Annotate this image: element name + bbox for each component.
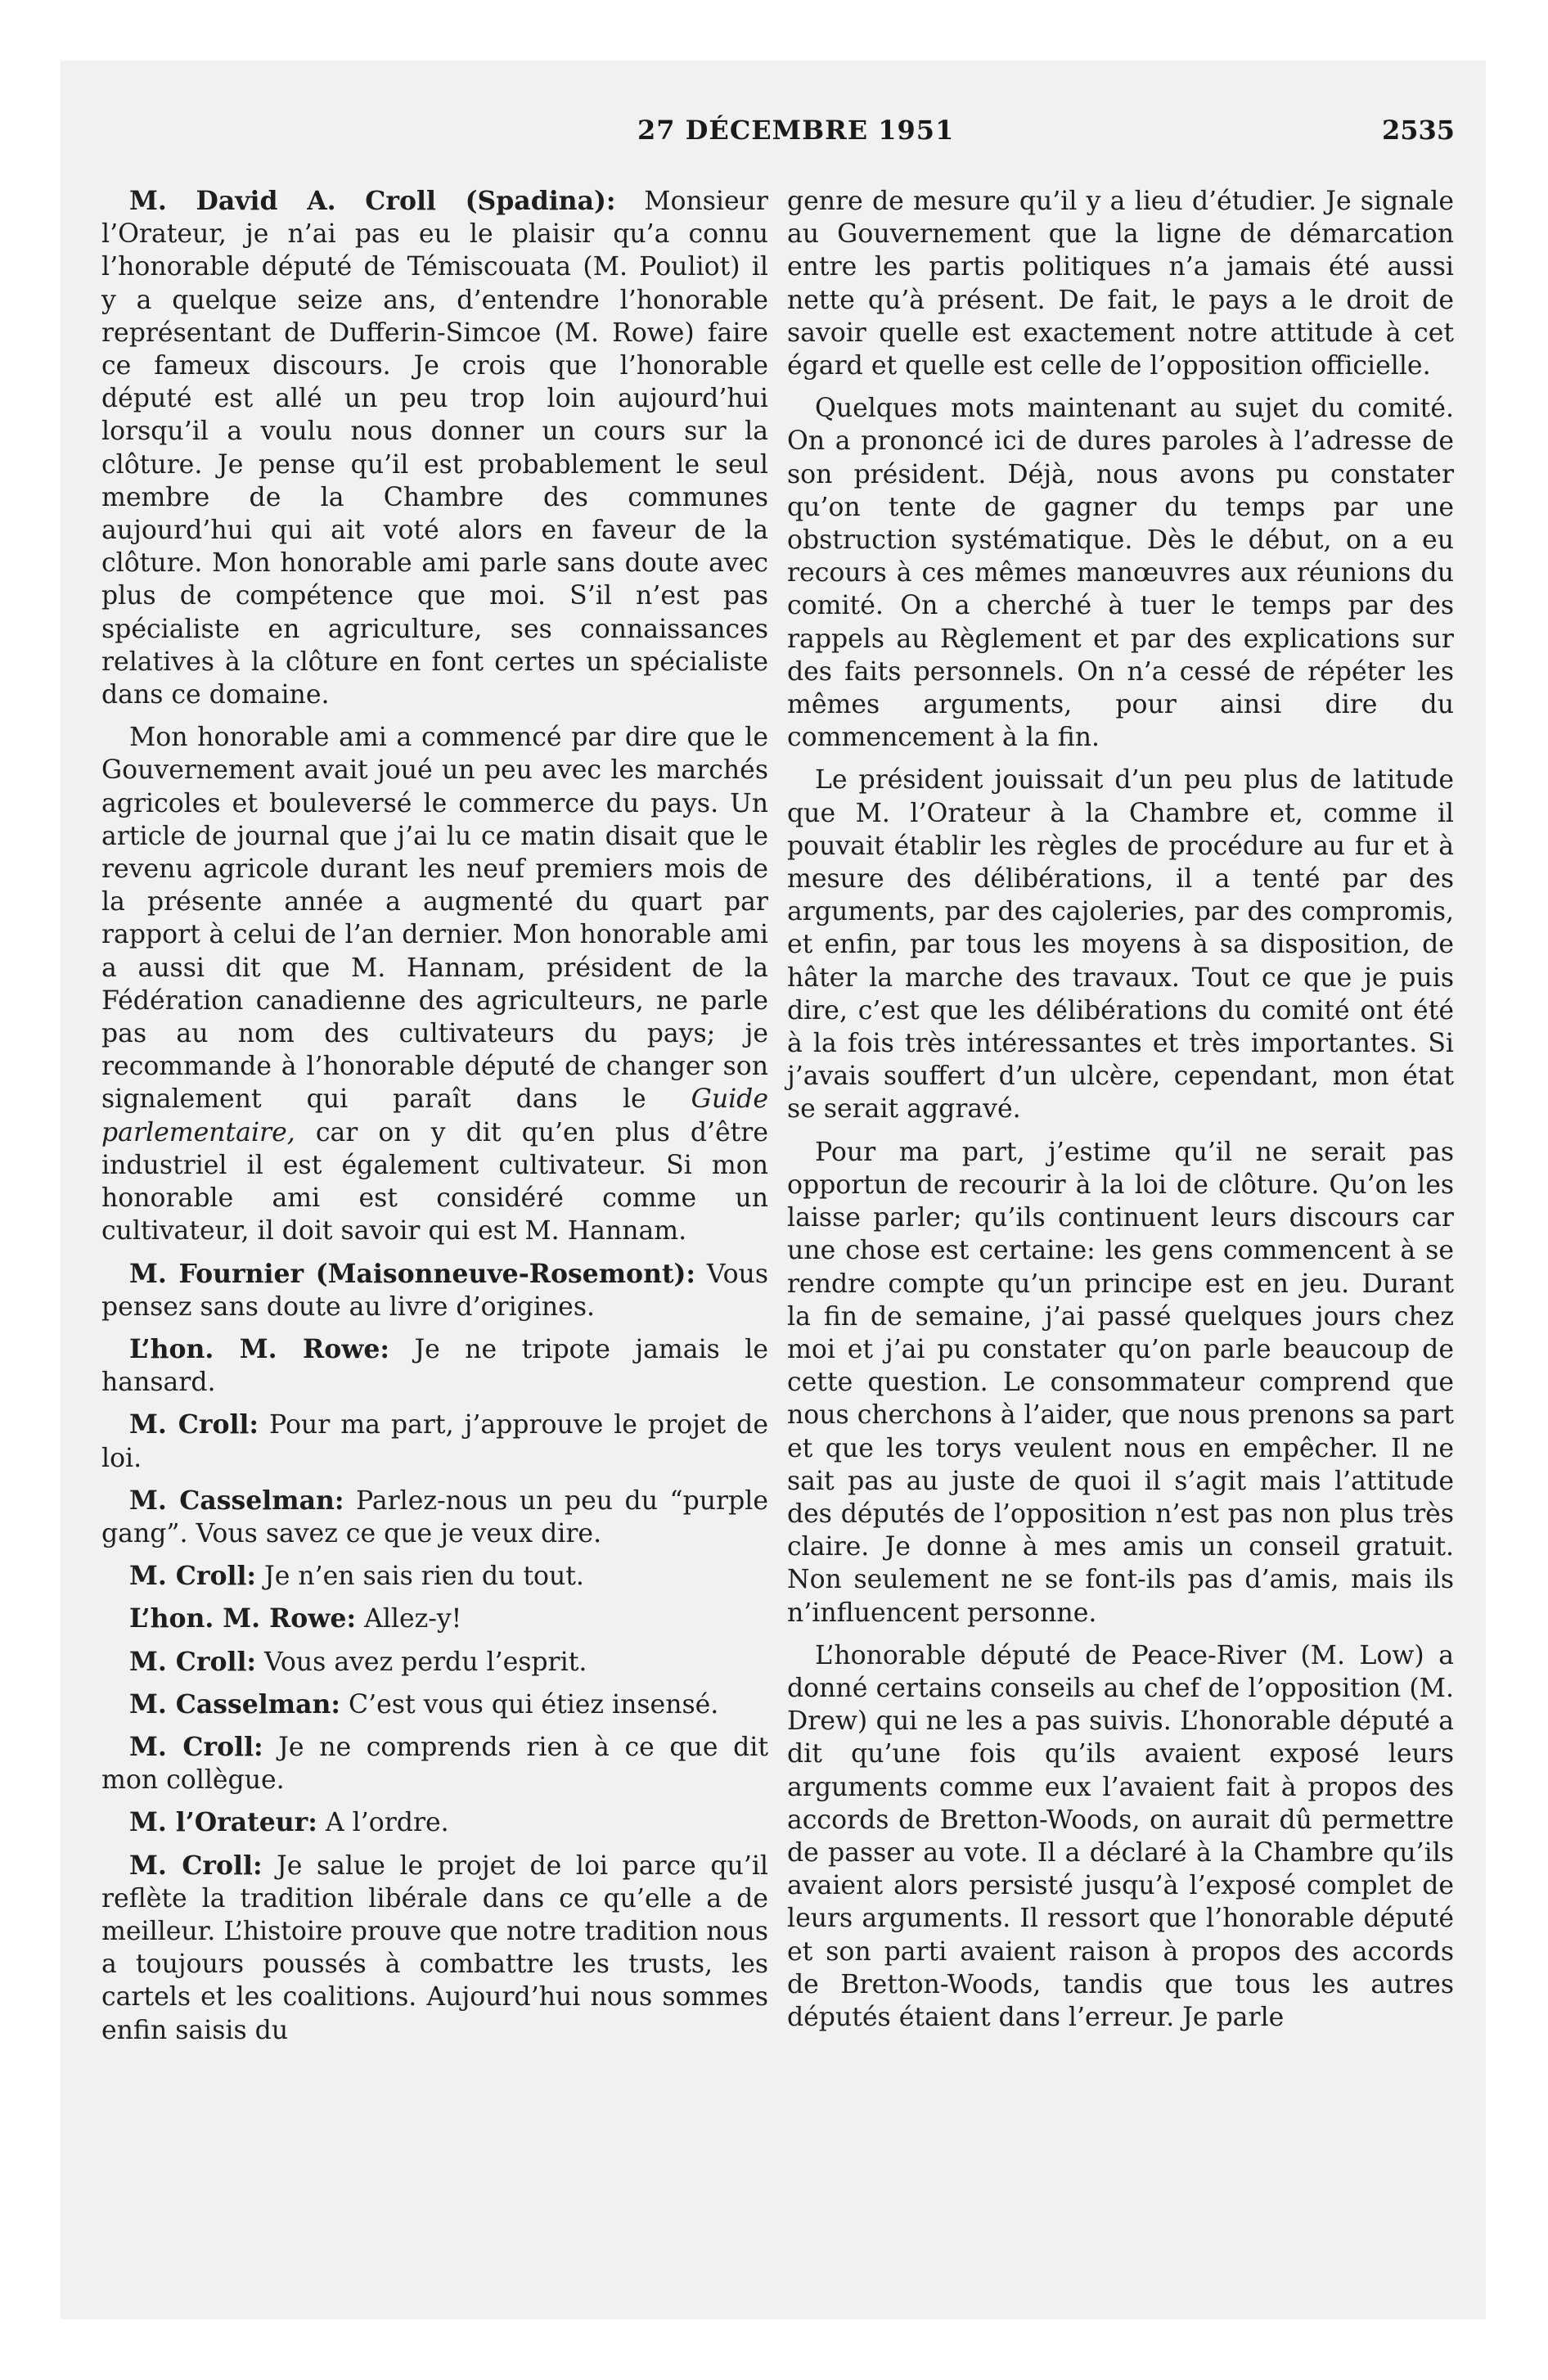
speech-text: Mon honorable ami a commencé par dire que le Gouvernement avait joué un peu avec les marchés agricoles et bouleversé le commerce du pays. Un article de journal que j’ai lu ce matin disait que le revenu agricole durant les neuf premiers mois de la présente année a augmenté du quart par rapport à celui de l’an dernier. Mon honorable ami a aussi dit que M. Hannam, président de la Fédération canadienne des agriculteurs, ne parle pas au nom des cultivateurs du pays; je recommande à l’honorable député de changer son signalement qui paraît dans le xyxy=(101,723,768,1115)
paragraph xyxy=(101,185,768,711)
paragraph xyxy=(101,1602,768,1635)
speaker-name: L’hon. M. Rowe: xyxy=(129,1603,357,1634)
speaker-name: M. l’Orateur: xyxy=(129,1807,317,1838)
paragraph xyxy=(787,1136,1454,1629)
hansard-page xyxy=(61,61,1486,2319)
paragraph xyxy=(787,764,1454,1125)
paragraph xyxy=(101,1806,768,1839)
paragraph xyxy=(101,1560,768,1593)
paragraph xyxy=(101,721,768,1247)
paragraph xyxy=(101,1850,768,2047)
right-column xyxy=(787,185,1454,2044)
speech-text: car on y dit qu’en plus d’être industriel il est également cultivateur. Si mon honorable ami est considéré comme un cultivateur, il doit savoir qui est M. Hannam. xyxy=(101,1117,768,1246)
speech-text: L’honorable député de Peace-River (M. Low) a donné certains conseils au chef de l’opposition (M. Drew) qui ne les a pas suivis. L’honorable député a dit qu’une fois qu’ils avaient exposé leurs arguments comme eux l’avaient fait à propos des accords de Bretton-Woods, on aurait dû permettre de passer au vote. Il a déclaré à la Chambre qu’ils avaient alors persisté jusqu’à l’exposé complet de leurs arguments. Il ressort que l’honorable député et son parti avaient raison à propos des accords de Bretton-Woods, tandis que tous les autres députés étaient dans l’erreur. Je parle xyxy=(787,1640,1454,2032)
paragraph xyxy=(101,1688,768,1721)
speech-text: Vous avez perdu l’esprit. xyxy=(256,1647,587,1677)
speaker-name: M. Casselman: xyxy=(129,1485,344,1516)
speech-text: Je n’en sais rien du tout. xyxy=(256,1562,584,1592)
page-header xyxy=(61,115,1486,164)
page-number: 2535 xyxy=(1381,115,1455,146)
left-column xyxy=(101,185,768,2057)
paragraph xyxy=(101,1731,768,1796)
paragraph xyxy=(787,185,1454,382)
speaker-name: M. Fournier (Maisonneuve-Rosemont): xyxy=(129,1258,696,1289)
speaker-name: L’hon. M. Rowe: xyxy=(129,1333,390,1364)
speech-text: Allez-y! xyxy=(356,1604,462,1634)
paragraph xyxy=(101,1258,768,1323)
paragraph xyxy=(101,1485,768,1550)
paragraph xyxy=(101,1409,768,1474)
speaker-name: M. Croll: xyxy=(129,1731,263,1762)
speech-text: Je ne tripote jamais le hansard. xyxy=(101,1334,768,1398)
speech-text: C’est vous qui étiez insensé. xyxy=(340,1689,719,1720)
speech-text: Parlez-nous un peu du “purple gang”. Vous savez ce que je veux dire. xyxy=(101,1485,768,1548)
paragraph xyxy=(101,1333,768,1399)
paragraph xyxy=(787,392,1454,754)
speaker-name: M. Croll: xyxy=(129,1850,263,1881)
speech-text: A l’ordre. xyxy=(317,1808,449,1838)
speaker-name: M. Croll: xyxy=(129,1409,259,1440)
speech-text: Le président jouissait d’un peu plus de latitude que M. l’Orateur à la Chambre et, comme il pouvait établir les règles de procédure au fur et à mesure des délibérations, il a tenté par des arguments, par des cajoleries, par des compromis, et enfin, par tous les moyens à sa disposition, de hâter la marche des travaux. Tout ce que je puis dire, c’est que les délibérations du comité ont été à la fois très intéressantes et très importantes. Si j’avais souffert d’un ulcère, cependant, mon état se serait aggravé. xyxy=(787,765,1454,1125)
speaker-name: M. Casselman: xyxy=(129,1688,341,1720)
paragraph xyxy=(787,1639,1454,2034)
paragraph xyxy=(101,1646,768,1679)
page-date: 27 DÉCEMBRE 1951 xyxy=(637,115,955,146)
speaker-name: M. David A. Croll (Spadina): xyxy=(129,186,616,216)
speech-text: genre de mesure qu’il y a lieu d’étudier. Je signale au Gouvernement que la ligne de démarcation entre les partis politiques n’a jamais été aussi nette qu’à présent. De fait, le pays a le droit de savoir quelle est exactement notre attitude à cet égard et quelle est celle de l’opposition officielle. xyxy=(787,187,1454,381)
speech-text: Pour ma part, j’approuve le projet de loi. xyxy=(101,1410,768,1473)
speaker-name: M. Croll: xyxy=(129,1646,257,1677)
speech-text: Quelques mots maintenant au sujet du comité. On a prononcé ici de dures paroles à l’adresse de son président. Déjà, nous avons pu constater qu’on tente de gagner du temps par une obstruction systématique. Dès le début, on a eu recours à ces mêmes manœuvres aux réunions du comité. On a cherché à tuer le temps par des rappels au Règlement et par des explications sur des faits personnels. On n’a cessé de répéter les mêmes arguments, pour ainsi dire du commencement à la fin. xyxy=(787,394,1454,753)
speaker-name: M. Croll: xyxy=(129,1561,257,1592)
speech-text: Je salue le projet de loi parce qu’il reflète la tradition libérale dans ce qu’elle a de meilleur. L’histoire prouve que notre tradition nous a toujours poussés à combattre les trusts, les cartels et les coalitions. Aujourd’hui nous sommes enfin saisis du xyxy=(101,1850,768,2045)
speech-text: Monsieur l’Orateur, je n’ai pas eu le plaisir qu’a connu l’honorable député de Témiscouata (M. Pouliot) il y a quelque seize ans, d’entendre l’honorable représentant de Dufferin-Simcoe (M. Rowe) faire ce fameux discours. Je crois que l’honorable député est allé un peu trop loin aujourd’hui lorsqu’il a voulu nous donner un cours sur la clôture. Je pense qu’il est probablement le seul membre de la Chambre des communes aujourd’hui qui ait voté alors en faveur de la clôture. Mon honorable ami parle sans doute avec plus de compétence que moi. S’il n’est pas spécialiste en agriculture, ses connaissances relatives à la clôture en font certes un spécialiste dans ce domaine. xyxy=(101,187,768,710)
speech-text: Vous pensez sans doute au livre d’origines. xyxy=(101,1259,768,1322)
speech-text: Pour ma part, j’estime qu’il ne serait pas opportun de recourir à la loi de clôture. Qu’on les laisse parler; qu’ils continuent leurs discours car une chose est certaine: les gens commencent à se rendre compte qu’un principe est en jeu. Durant la fin de semaine, j’ai passé quelques jours chez moi et j’ai pu constater qu’on parle beaucoup de cette question. Le consommateur comprend que nous cherchons à l’aider, que nous prenons sa part et que les torys veulent nous en empêcher. Il ne sait pas au juste de quoi il s’agit mais l’attitude des députés de l’opposition n’est pas non plus très claire. Je donne à mes amis un conseil gratuit. Non seulement ne se font-ils pas d’amis, mais ils n’influencent personne. xyxy=(787,1137,1454,1628)
italic-title: Guide parlementaire, xyxy=(101,1084,768,1147)
speech-text: Je ne comprends rien à ce que dit mon collègue. xyxy=(101,1732,769,1796)
